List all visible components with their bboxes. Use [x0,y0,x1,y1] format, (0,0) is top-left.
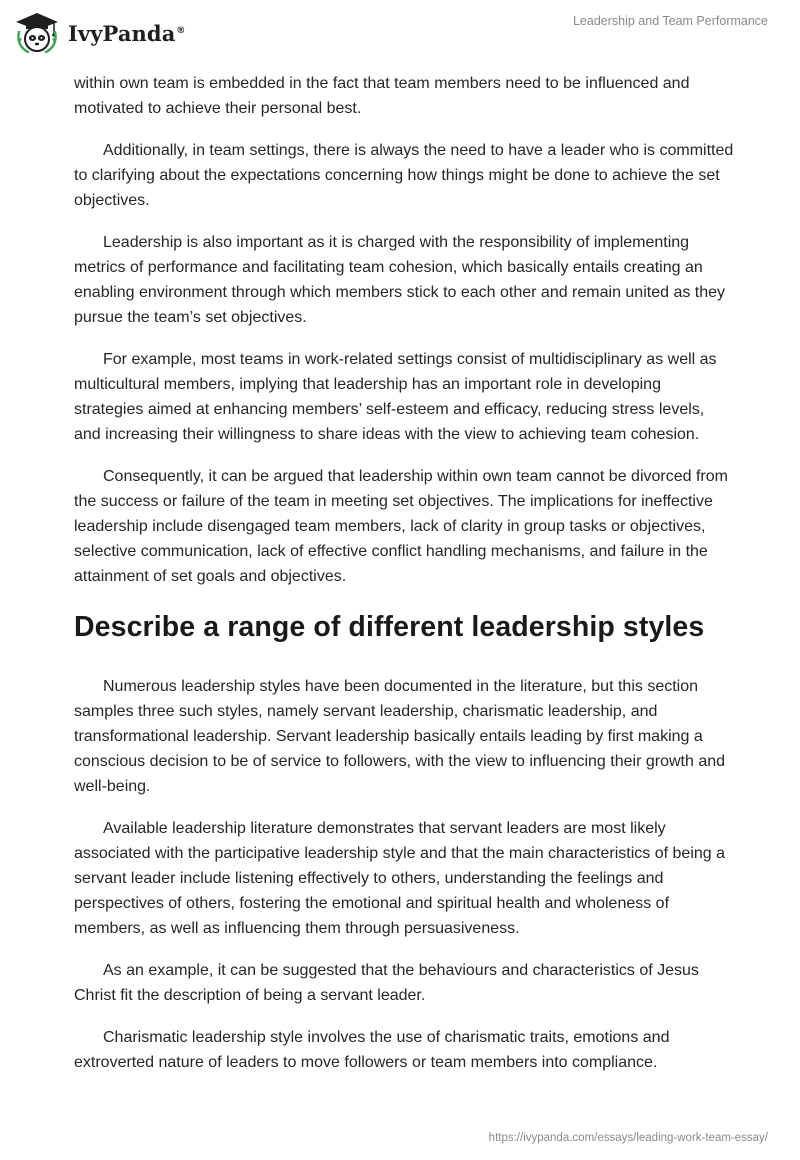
section-heading: Describe a range of different leadership styles [74,611,705,643]
paragraph: Consequently, it can be argued that leadership within own team cannot be divorced from the success or failure of the team in meeting set objectives. The implications for ineffective leadership include disengaged team members, lack of clarity in group tasks or objectives, selective communication, lack of effective conflict handling mechanisms, and failure in the attainment of set goals and objectives. [74,468,728,585]
registered-mark: ® [176,25,186,36]
paragraph: As an example, it can be suggested that the behaviours and characteristics of Jesus Christ fit the description of being a servant leader. [74,962,699,1004]
paragraph: For example, most teams in work-related settings consist of multidisciplinary as well as multicultural members, implying that leadership has an important role in developing strategies aimed at enhancing members’ self-esteem and efficacy, reducing stress levels, and increasing their willingness to share ideas with the view to achieving team cohesion. [74,351,717,443]
running-title: Leadership and Team Performance [572,14,768,28]
logo-wordmark: IvyPanda® [68,20,186,46]
paragraph: Leadership is also important as it is charged with the responsibility of implementing metrics of performance and facilitating team cohesion, which basically entails creating an enabling environment through which members stick to each other and remain united as they pursue the team’s set objectives. [74,234,726,326]
panda-graduate-icon [14,10,60,56]
source-url[interactable]: https://ivypanda.com/essays/leading-work-team-essay/ [488,1132,768,1144]
paragraph: Available leadership literature demonstrates that servant leaders are most likely associated with the participative leadership style and that the main characteristics of being a servant leader include listening effectively to others, understanding the feelings and perspectives of others, fostering the emotional and spiritual health and wholeness of members, as well as influencing them through persuasiveness. [74,820,726,937]
paragraph: Additionally, in team settings, there is always the need to have a leader who is committed to clarifying about the expectations concerning how things might be done to achieve the set objectives. [74,142,734,209]
essay-content [74,71,734,1092]
ivypanda-logo[interactable] [14,8,186,58]
paragraph: within own team is embedded in the fact that team members need to be influenced and motivated to achieve their personal best. [74,75,690,117]
paragraph: Charismatic leadership style involves the use of charismatic traits, emotions and extroverted nature of leaders to move followers or team members into compliance. [74,1029,670,1071]
page-header [0,0,800,70]
paragraph: Numerous leadership styles have been documented in the literature, but this section samples three such styles, namely servant leadership, charismatic leadership, and transformational leadership. Servant leadership basically entails leading by first making a conscious decision to be of service to followers, with the view to influencing their growth and well-being. [74,678,726,795]
